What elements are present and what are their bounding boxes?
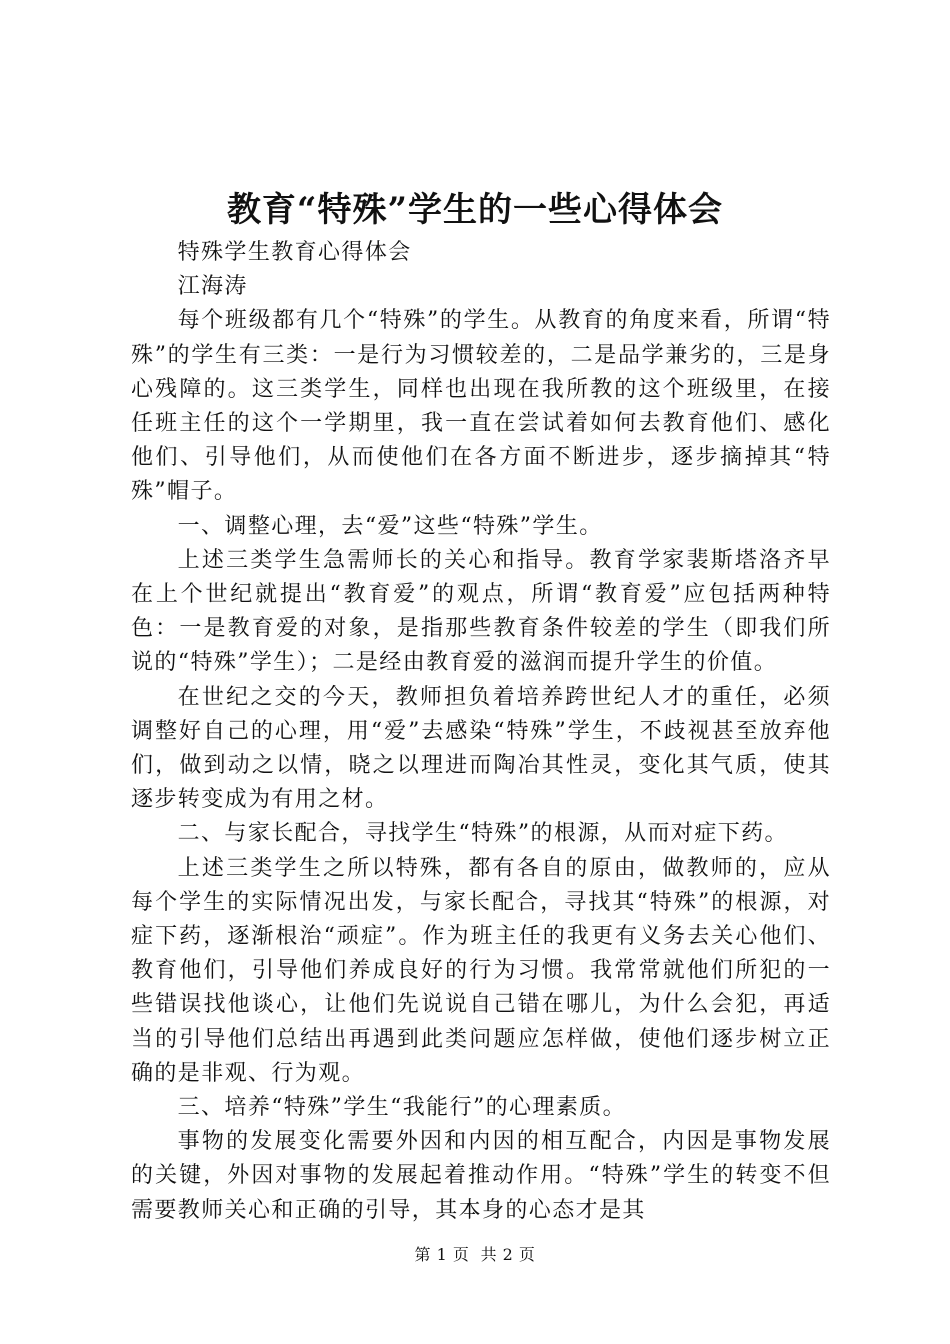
page-footer [0, 1244, 950, 1266]
body-paragraph: 每个班级都有几个“特殊”的学生。从教育的角度来看，所谓“特殊”的学生有三类：一是行为习惯较差的，二是品学兼劣的，三是身心残障的。这三类学生，同样也出现在我所教的这个班级里，在接任班主任的这个一学期里，我一直在尝试着如何去教育他们、感化他们、引导他们，从而使他们在各方面不断进步，逐步摘掉其“特殊”帽子。 [131, 308, 831, 505]
section-heading: 三、培养“特殊”学生“我能行”的心理素质。 [177, 1095, 627, 1121]
page-number: 第 1 页 共 2 页 [414, 1245, 536, 1264]
author-paragraph: 江海涛 [177, 274, 248, 300]
document-body [131, 236, 831, 1228]
section-heading: 一、调整心理，去“爱”这些“特殊”学生。 [177, 513, 603, 539]
subtitle-paragraph: 特殊学生教育心得体会 [177, 240, 412, 265]
body-paragraph: 在世纪之交的今天，教师担负着培养跨世纪人才的重任，必须调整好自己的心理，用“爱”去感染“特殊”学生，不歧视甚至放弃他们，做到动之以情，晓之以理进而陶冶其性灵，变化其气质，使其逐步转变成为有用之材。 [131, 684, 831, 813]
body-paragraph: 上述三类学生急需师长的关心和指导。教育学家裴斯塔洛齐早在上个世纪就提出“教育爱”的观点，所谓“教育爱”应包括两种特色：一是教育爱的对象，是指那些教育条件较差的学生（即我们所说的“特殊”学生）；二是经由教育爱的滋润而提升学生的价值。 [131, 547, 831, 676]
body-paragraph: 上述三类学生之所以特殊，都有各自的原由，做教师的，应从每个学生的实际情况出发，与家长配合，寻找其“特殊”的根源，对症下药，逐渐根治“顽症”。作为班主任的我更有义务去关心他们、教育他们，引导他们养成良好的行为习惯。我常常就他们所犯的一些错误找他谈心，让他们先说说自己错在哪儿，为什么会犯，再适当的引导他们总结出再遇到此类问题应怎样做，使他们逐步树立正确的是非观、行为观。 [131, 855, 831, 1086]
body-paragraph: 事物的发展变化需要外因和内因的相互配合，内因是事物发展的关键，外因对事物的发展起着推动作用。“特殊”学生的转变不但需要教师关心和正确的引导，其本身的心态才是其 [131, 1129, 831, 1223]
section-heading: 二、与家长配合，寻找学生“特殊”的根源，从而对症下药。 [177, 821, 788, 847]
document-title: 教育“特殊”学生的一些心得体会 [226, 190, 724, 230]
